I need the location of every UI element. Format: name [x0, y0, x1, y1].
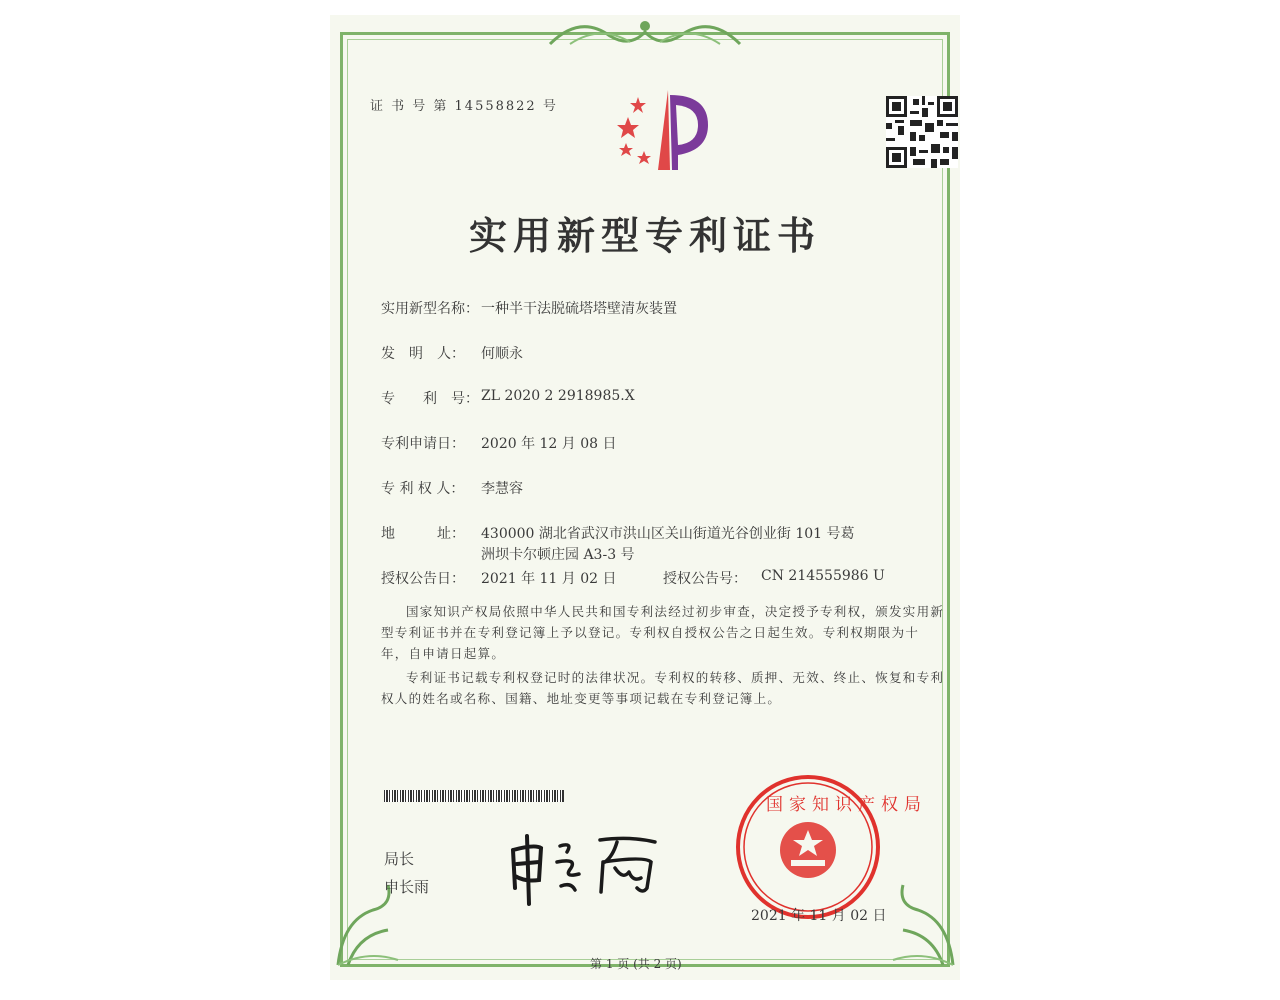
director-name: 申长雨 [384, 878, 430, 896]
grant-date-label: 授权公告日： [381, 571, 465, 587]
patentee-label: 专 利 权 人： [381, 481, 465, 497]
bottom-right-ornament [888, 880, 958, 970]
seal-date: 2021 年 11 月 02 日 [751, 908, 887, 924]
director-title: 局长 [384, 850, 415, 868]
legal-status-paragraph: 专利证书记载专利权登记时的法律状况。专利权的转移、质押、无效、终止、恢复和专利权人的姓名或名称、国籍、地址变更等事项记载在专利登记簿上。 [381, 670, 945, 706]
filing-date-value: 2020 年 12 月 08 日 [481, 436, 617, 452]
top-ornament [540, 14, 750, 54]
inventor-value: 何顺永 [481, 346, 523, 362]
name-label: 实用新型名称： [381, 301, 479, 317]
director-signature [505, 828, 665, 908]
address-value-line1: 430000 湖北省武汉市洪山区关山街道光谷创业街 101 号葛 [481, 526, 855, 542]
seal-text: 国家知识产权局 [766, 795, 927, 815]
page-number: 第 1 页 (共 2 页) [590, 957, 682, 971]
name-value: 一种半干法脱硫塔塔壁清灰装置 [481, 301, 677, 317]
grant-number-value: CN 214555986 U [761, 568, 885, 584]
qr-code-icon [886, 96, 958, 168]
barcode-icon [384, 790, 564, 802]
certificate-number: 证 书 号 第 14558822 号 [370, 99, 558, 114]
patent-number-label: 专 利 号： [381, 391, 479, 407]
grant-paragraph: 国家知识产权局依照中华人民共和国专利法经过初步审查，决定授予专利权，颁发实用新型专利证书并在专利登记簿上予以登记。专利权自授权公告之日起生效。专利权期限为十年，自申请日起算。 [381, 604, 945, 661]
grant-number-label: 授权公告号： [663, 571, 747, 587]
patentee-value: 李慧容 [481, 481, 523, 497]
patent-office-logo-icon [608, 85, 718, 180]
address-label: 地 址： [381, 526, 465, 542]
inventor-label: 发 明 人： [381, 346, 465, 362]
address-value-line2: 洲坝卡尔顿庄园 A3-3 号 [481, 547, 635, 563]
certificate-title: 实用新型专利证书 [468, 213, 821, 258]
grant-date-value: 2021 年 11 月 02 日 [481, 571, 617, 587]
filing-date-label: 专利申请日： [381, 436, 465, 452]
patent-number-value: ZL 2020 2 2918985.X [481, 388, 635, 404]
